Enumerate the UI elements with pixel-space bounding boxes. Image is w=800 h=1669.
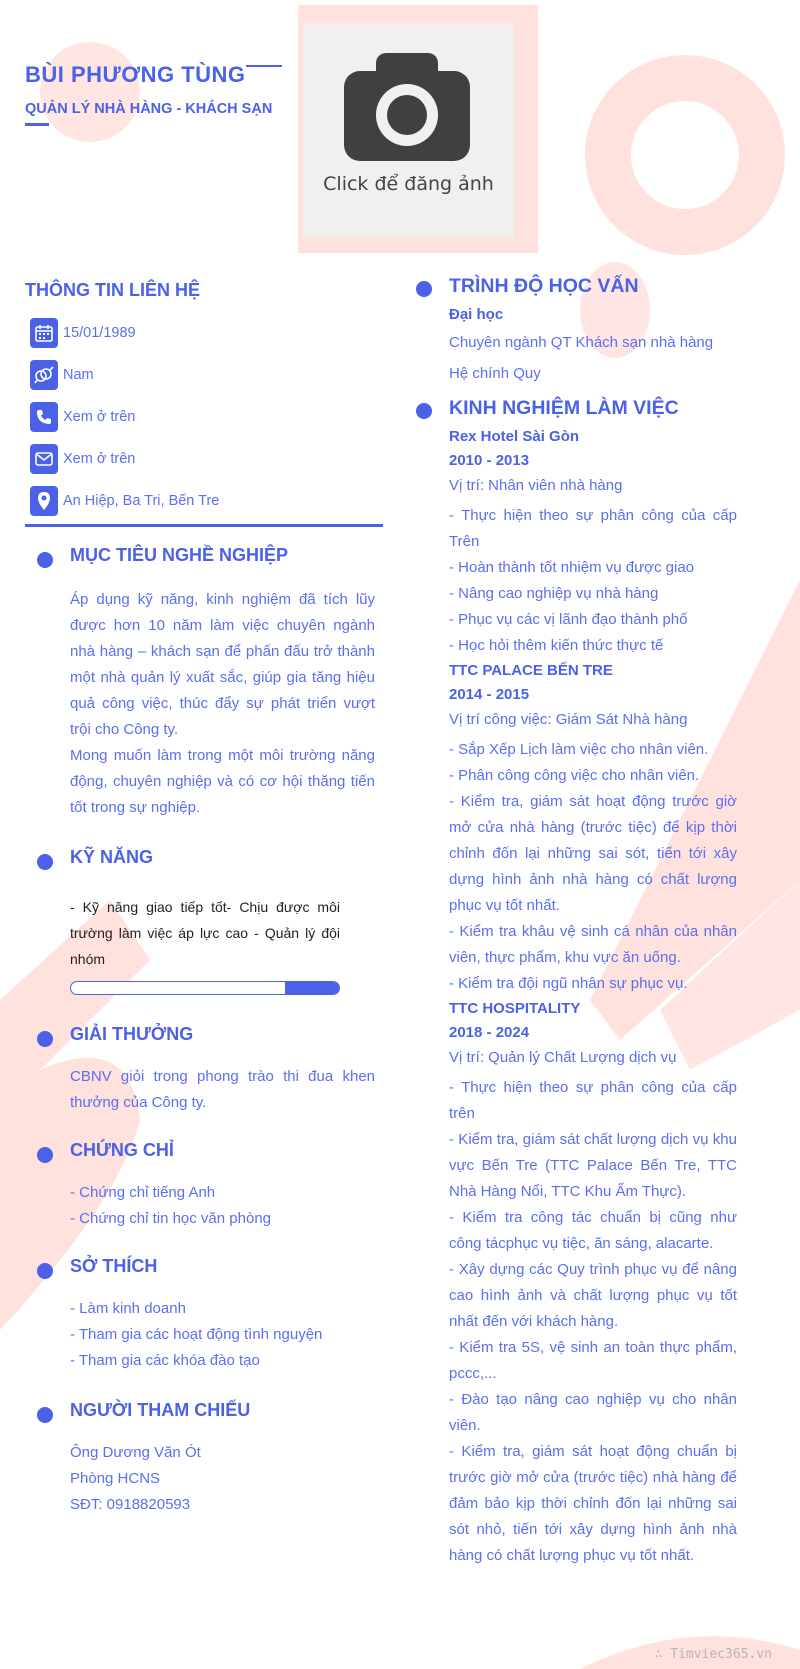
job-duty: - Kiểm tra công tác chuẩn bị cũng như công tácphục vụ tiệc, ăn sáng, alacarte.: [449, 1209, 737, 1252]
phone-text: Xem ở trên: [63, 409, 136, 425]
contact-address: [30, 486, 219, 516]
contact-email: [30, 444, 135, 474]
job-title: QUẢN LÝ NHÀ HÀNG - KHÁCH SẠN: [25, 101, 273, 117]
job-entry: [449, 425, 737, 659]
objective-section-title: MỤC TIÊU NGHỀ NGHIỆP: [70, 545, 289, 565]
candidate-name: BÙI PHƯƠNG TÙNG: [25, 62, 246, 87]
hobby-item: - Làm kinh doanh: [70, 1300, 186, 1317]
job-duty: - Sắp Xếp Lịch làm việc cho nhân viên.: [449, 741, 709, 758]
job-duty: - Kiểm tra, giám sát chất lượng dịch vụ khu vực Bến Tre (TTC Palace Bến Tre, TTC Nhà Hàng Nổi, TTC Khu Ẩm Thực).: [449, 1131, 737, 1200]
contact-section-title: THÔNG TIN LIÊN HỆ: [25, 280, 200, 300]
watermark-dots-icon: ∴: [654, 1647, 671, 1662]
location-icon: [30, 486, 58, 516]
job-position: Vị trí: Nhân viên nhà hàng: [449, 477, 623, 494]
job-duty: - Phục vụ các vị lãnh đạo thành phố: [449, 611, 688, 628]
calendar-icon: [30, 318, 58, 348]
certificates-list: [70, 1180, 375, 1232]
job-period: 2014 - 2015: [449, 686, 530, 703]
references-list: [70, 1440, 375, 1518]
job-duty: - Phân công công việc cho nhân viên.: [449, 767, 700, 784]
references-bullet: [37, 1407, 53, 1423]
watermark-text: Timviec365.vn: [670, 1647, 772, 1662]
job-duty: - Hoàn thành tốt nhiệm vụ được giao: [449, 559, 695, 576]
education-major: Chuyên ngành QT Khách sạn nhà hàng: [449, 334, 714, 351]
reference-item: SĐT: 0918820593: [70, 1496, 191, 1513]
camera-icon: [344, 53, 474, 163]
job-duty: - Học hỏi thêm kiến thức thực tế: [449, 637, 664, 654]
objective-text: [70, 587, 375, 821]
gender-text: Nam: [63, 367, 94, 383]
hobbies-list: [70, 1296, 375, 1374]
job-duty: - Đào tạo nâng cao nghiệp vụ cho nhân viên.: [449, 1391, 737, 1434]
hobbies-bullet: [37, 1263, 53, 1279]
job-duty: - Nâng cao nghiệp vụ nhà hàng: [449, 585, 659, 602]
job-duty: - Kiểm tra đội ngũ nhân sự phục vụ.: [449, 975, 688, 992]
job-company: TTC HOSPITALITY: [449, 1000, 581, 1017]
hobby-item: - Tham gia các khóa đào tạo: [70, 1352, 260, 1369]
objective-bullet: [37, 552, 53, 568]
email-icon: [30, 444, 58, 474]
address-text: An Hiệp, Ba Tri, Bến Tre: [63, 493, 220, 509]
name-underline: [246, 65, 282, 67]
hobby-item: - Tham gia các hoạt động tình nguyện: [70, 1326, 323, 1343]
experience-section-title: KINH NGHIỆM LÀM VIỆC: [449, 397, 679, 419]
job-duty: - Kiểm tra 5S, vệ sinh an toàn thực phẩm, pccc,...: [449, 1339, 737, 1382]
objective-paragraph: Mong muốn làm trong một môi trường năng động, chuyên nghiệp và có cơ hội thăng tiến tốt trong sự nghiệp.: [70, 747, 375, 816]
education-bullet: [416, 281, 432, 297]
job-company: Rex Hotel Sài Gòn: [449, 428, 580, 445]
photo-upload-label: Click để đăng ảnh: [323, 173, 494, 195]
job-period: 2010 - 2013: [449, 452, 530, 469]
job-duty: - Thực hiện theo sự phân công của cấp Trên: [449, 507, 737, 550]
hobbies-section-title: SỞ THÍCH: [70, 1256, 158, 1276]
awards-text: CBNV giỏi trong phong trào thi đua khen thưởng của Công ty.: [70, 1068, 375, 1111]
job-duty: - Thực hiện theo sự phân công của cấp trên: [449, 1079, 737, 1122]
birthday-text: 15/01/1989: [63, 325, 136, 341]
photo-frame: [298, 5, 538, 253]
job-company: TTC PALACE BẾN TRE: [449, 662, 613, 679]
watermark: [655, 1647, 772, 1662]
awards-section-title: GIẢI THƯỞNG: [70, 1024, 194, 1044]
job-duty: - Kiểm tra khâu vệ sinh cá nhân của nhân viên, thực phẩm, khu vực ăn uống.: [449, 923, 737, 966]
certificates-bullet: [37, 1147, 53, 1163]
skills-section-title: KỸ NĂNG: [70, 847, 154, 867]
job-entry: [449, 659, 737, 997]
contact-gender: [30, 360, 94, 390]
education-degree: Đại học: [449, 306, 504, 323]
reference-item: Ông Dương Văn Ót: [70, 1444, 201, 1461]
job-position: Vị trí công việc: Giám Sát Nhà hàng: [449, 711, 688, 728]
job-duty: - Kiểm tra, giám sát hoạt động trước giờ mở cửa nhà hàng (trước tiệc) để kịp thời chỉnh đốn lại những sai sót, tiến tới xây dựng hình ảnh nhà hàng có chất lượng phục vụ tốt nhất.: [449, 793, 737, 914]
skills-bullet: [37, 854, 53, 870]
education-block: [449, 303, 749, 389]
experience-bullet: [416, 403, 432, 419]
contact-divider: [25, 524, 383, 527]
skill-level-bar: [70, 981, 340, 995]
education-section-title: TRÌNH ĐỘ HỌC VẤN: [449, 275, 639, 297]
objective-paragraph: Áp dụng kỹ năng, kinh nghiệm đã tích lũy được hơn 10 năm làm việc chuyên ngành nhà hàng – khách sạn để phấn đấu trở thành một nhà quản lý xuất sắc, giúp gia tăng hiệu quả công việc, thúc đẩy sự phát triển vượt trội cho Công ty.: [70, 591, 375, 738]
experience-list: [449, 425, 737, 1569]
job-duty: - Kiểm tra, giám sát hoạt động chuẩn bị trước giờ mở cửa (trước tiệc) nhà hàng để đảm bảo kịp thời chỉnh đốn lại những sai sót nhỏ, tiến tới xây dựng hình ảnh nhà hàng có chất lượng phục vụ tốt nhất.: [449, 1443, 737, 1564]
skill-level-fill: [285, 982, 339, 994]
photo-upload[interactable]: [303, 23, 514, 237]
job-duty: - Xây dựng các Quy trình phục vụ để nâng cao hình ảnh và chất lượng phục vụ tốt nhất đến với khách hàng.: [449, 1261, 737, 1330]
job-entry: [449, 997, 737, 1569]
certificate-item: - Chứng chỉ tiếng Anh: [70, 1184, 216, 1201]
job-period: 2018 - 2024: [449, 1024, 530, 1041]
contact-birthday: [30, 318, 136, 348]
gender-icon: [30, 360, 58, 390]
reference-item: Phòng HCNS: [70, 1470, 161, 1487]
job-title-underline: [25, 123, 49, 126]
skills-text: - Kỹ năng giao tiếp tốt- Chịu được môi trường làm việc áp lực cao - Quản lý đội nhóm: [70, 899, 340, 967]
contact-phone: [30, 402, 135, 432]
phone-icon: [30, 402, 58, 432]
job-position: Vị trí: Quản lý Chất Lượng dịch vụ: [449, 1049, 677, 1066]
email-text: Xem ở trên: [63, 451, 136, 467]
certificates-section-title: CHỨNG CHỈ: [70, 1140, 174, 1160]
awards-bullet: [37, 1031, 53, 1047]
certificate-item: - Chứng chỉ tin học văn phòng: [70, 1210, 271, 1227]
references-section-title: NGƯỜI THAM CHIẾU: [70, 1400, 251, 1420]
education-mode: Hệ chính Quy: [449, 365, 541, 382]
